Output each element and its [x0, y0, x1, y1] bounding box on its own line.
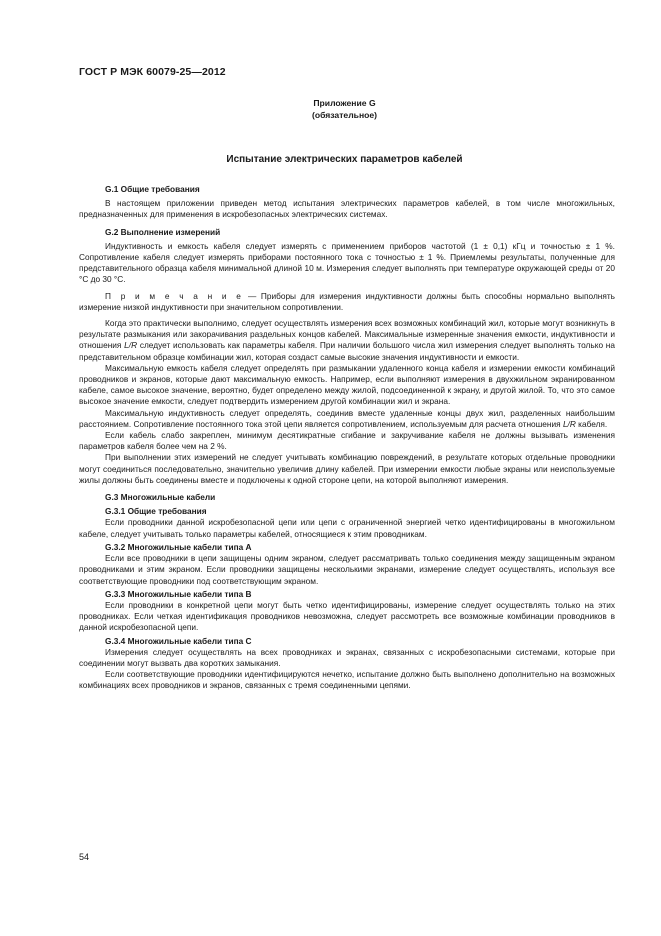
paragraph: Если проводники данной искробезопасной цепи или цепи с ограниченной энергией четко идентифицированы в многожильном кабеле, следует учитывать только параметры кабелей, относящиеся к этим проводникам.: [79, 517, 615, 539]
note-text: — Приборы для измерения индуктивности должны быть способны нормально выполнять измерение низкой индуктивности при значительном сопротивлении.: [79, 290, 615, 312]
paragraph: Если проводники в конкретной цепи могут быть четко идентифицированы, измерение следует осуществлять только на этих проводниках. Если четкая идентификация проводников невозможна, следует рассмотреть все возможные комбинации проводников в данной искробезопасной цепи.: [79, 599, 615, 633]
paragraph: Индуктивность и емкость кабеля следует измерять с применением приборов частотой (1 ± 0,1) кГц и точностью ± 1 %. Сопротивление кабеля следует измерять приборами постоянного тока с точностью ± 1 %. Приемлемы результаты, полученные для представительного образца кабеля минимальной длиной 10 м. Измерения следует выполнять при температуре окружающей среды от 20 °С до 30 °С.: [79, 240, 615, 285]
standard-header: ГОСТ Р МЭК 60079-25—2012: [79, 66, 226, 78]
paragraph: [79, 318, 615, 363]
italic-term: L/R: [562, 418, 576, 429]
document-body: [79, 184, 615, 692]
text-run: следует использовать как параметры кабеля. При наличии большого числа жил измерения следует выполнять только на представительном образце комбинации жил, которая создаст самые высокие значения индуктивности и емкости.: [79, 340, 615, 362]
paragraph: Максимальную емкость кабеля следует определять при размыкании удаленного конца кабеля и измерении емкости комбинаций проводников и экранов, которые дают максимальную емкость. Например, если выполняют измерения в двухжильном экранированном кабеле, самое высокое значение, вероятно, будет определено между жилой, подсоединенной к экрану, и другой жилой. То, что это самое высокое значение емкости, следует подтвердить измерением другой комбинации жил и экрана.: [79, 362, 615, 407]
text-run: кабеля.: [575, 418, 608, 429]
annex-title: Испытание электрических параметров кабелей: [226, 154, 463, 165]
paragraph: Если кабель слабо закреплен, минимум десятикратные сгибание и закручивание кабеля не должны вызывать изменения параметров кабеля более чем на 2 %.: [79, 430, 615, 452]
subsection-heading-g31: G.3.1 Общие требования: [105, 506, 207, 517]
paragraph: Если соответствующие проводники идентифицируются нечетко, испытание должно быть выполнено дополнительно на возможных комбинациях всех проводников и экранов, связанных с тремя соединенными цепями.: [79, 669, 615, 691]
section-heading-g2: G.2 Выполнение измерений: [105, 226, 221, 237]
paragraph: Измерения следует осуществлять на всех проводниках и экранах, связанных с искробезопасными системами, которые при соединении могут вызвать два коротких замыкания.: [79, 646, 615, 668]
subsection-heading-g32: G.3.2 Многожильные кабели типа А: [105, 541, 252, 552]
italic-term: L/R: [124, 340, 138, 351]
paragraph: При выполнении этих измерений не следует учитывать комбинацию повреждений, в результате которых отдельные проводники могут соединиться последовательно, значительно увеличив длину кабелей. При измерении емкости любые экраны или неиспользуемые жилы должны быть соединены вместе и подключены к одной стороне цепи, на которой выполняют измерения.: [79, 452, 615, 485]
subsection-heading-g33: G.3.3 Многожильные кабели типа В: [105, 588, 252, 599]
text-run: Когда это практически выполнимо, следует осуществлять измерения всех возможных комбинаций жил, которые могут возникнуть в результате размыкания или закорачивания раздельных концов кабелей. Максимальные измеренные значения емкости, индуктивности и отношения: [79, 318, 615, 351]
annex-label: Приложение G: [313, 98, 376, 108]
paragraph: Если все проводники в цепи защищены одним экраном, следует рассматривать только соединения между защищенным экраном проводниками и этим экраном. Если проводники защищены несколькими экранами, измерение следует осуществлять, используя все соответствующие проводники под соответствующим экраном.: [79, 553, 615, 586]
section-heading-g3: G.3 Многожильные кабели: [105, 492, 216, 503]
paragraph: В настоящем приложении приведен метод испытания электрических параметров кабелей, в том числе многожильных, предназначенных для применения в искробезопасных электрических системах.: [79, 198, 615, 220]
text-run: Максимальную индуктивность следует определять, соединив вместе удаленные концы двух жил, разделенных наибольшим расстоянием. Сопротивление постоянного тока этой цепи является сопротивлением, используемым для расчета отношения: [79, 407, 615, 429]
note-label: П р и м е ч а н и е: [105, 290, 244, 301]
section-heading-g1: G.1 Общие требования: [105, 184, 200, 194]
note-paragraph: [79, 291, 615, 313]
paragraph: [79, 408, 615, 430]
subsection-heading-g34: G.3.4 Многожильные кабели типа С: [105, 635, 252, 646]
annex-status: (обязательное): [311, 110, 378, 120]
page-number: 54: [79, 852, 90, 862]
